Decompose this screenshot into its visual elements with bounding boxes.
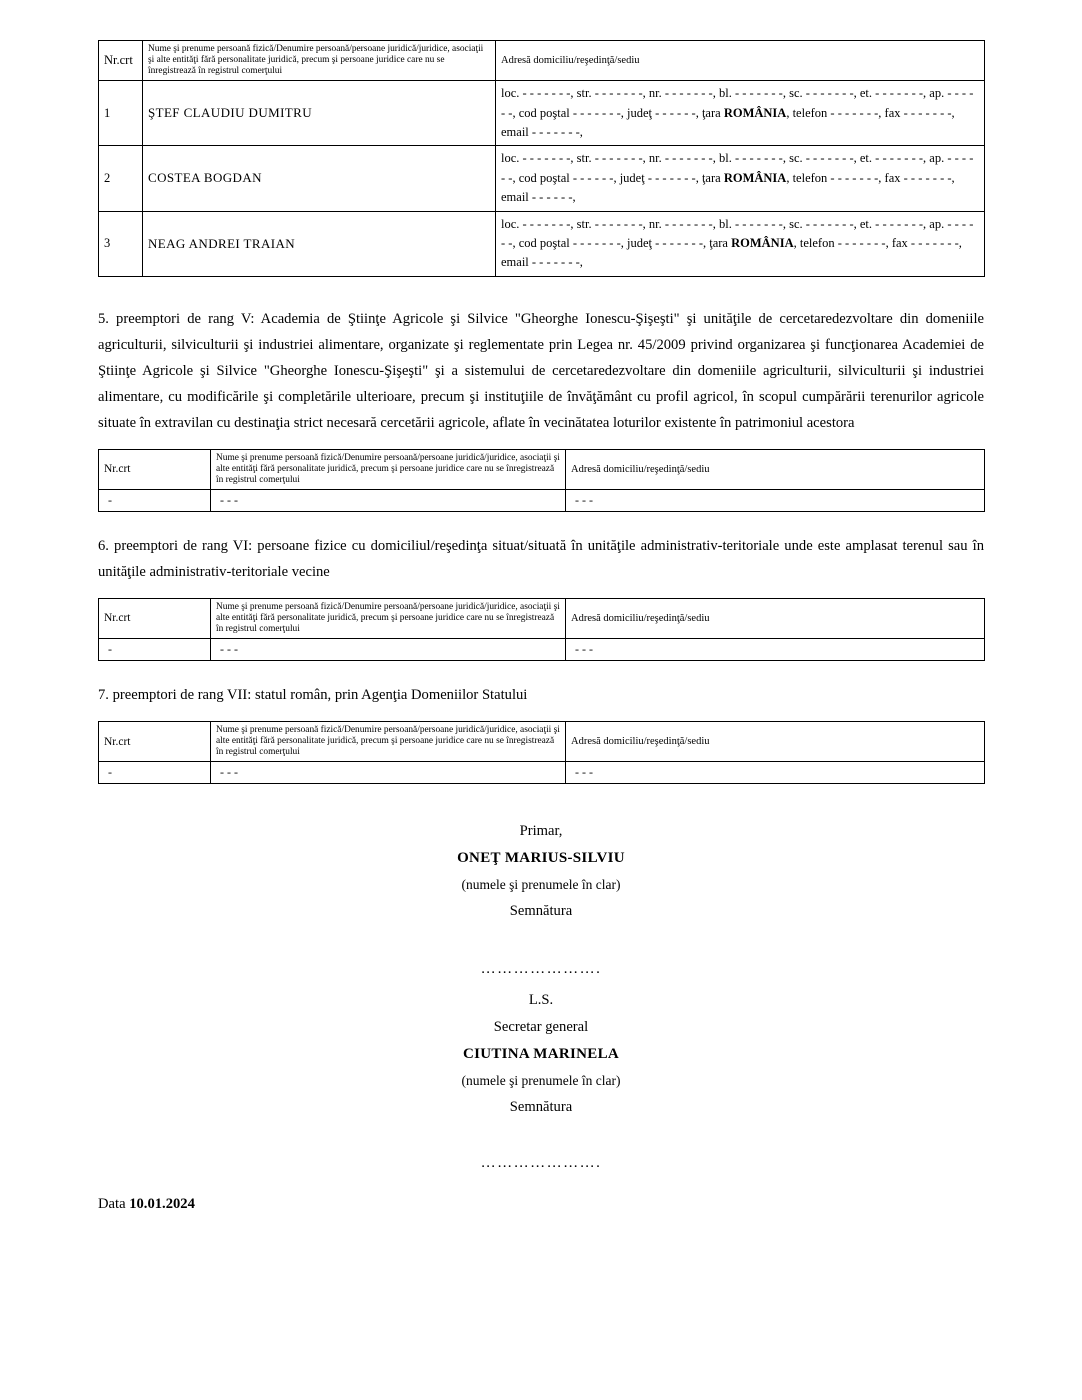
header-nr: Nr.crt: [99, 41, 143, 81]
header-name: Nume şi prenume persoană fizică/Denumire persoană/persoane juridică/juridice, asociaţii şi alte entităţi fără personalitate juridică, precum şi persoane juridice care nu se înregistrează în registrul comerţului: [211, 721, 566, 761]
row-name: COSTEA BOGDAN: [143, 146, 496, 211]
section-paragraph-rang-vi: 6. preemptori de rang VI: persoane fizice cu domiciliul/reşedinţa situat/situată în unităţile administrativ-teritoriale unde este amplasat terenul sau în unităţile administrativ-teritoriale vecine: [98, 537, 984, 580]
row-name: - - -: [211, 639, 566, 661]
address-country: ROMÂNIA: [723, 105, 787, 120]
header-address: Adresă domiciliu/reşedinţă/sediu: [566, 598, 985, 638]
preemptors-table-rang-vi: [98, 598, 985, 661]
section-paragraph-rang-v: 5. preemptori de rang V: Academia de Ştiinţe Agricole şi Silvice "Gheorghe Ionescu-Şişeşti" şi unităţile de cercetaredezvoltare din domeniile agriculturii, silviculturii şi industriei alimentare, organizate şi reglementate prin Legea nr. 45/2009 privind organizarea şi funcţionarea Academiei de Ştiinţe Agricole şi Silvice "Gheorghe Ionescu-Şişeşti" şi a sistemului de cercetaredezvoltare din domeniile agriculturii, silviculturii şi industriei alimentare, cu modificările şi completările ulterioare, precum şi instituţiile de învăţământ cu profil agricol, în scopul cumpărării terenurilor agricole situate în extravilan cu destinaţia strict necesară cercetării agricole, aflate în vecinătatea loturilor existente în patrimoniul acestora: [98, 310, 984, 431]
address-line-2-pre: - - - - - -, cod poştal - - - - - -, judeţ - - - - - - -, ţara: [501, 151, 974, 185]
table-row: [99, 639, 985, 661]
table-header-row: [99, 598, 985, 638]
address-line-1: loc. - - - - - - -, str. - - - - - - -, nr. - - - - - - -, bl. - - - - - - -, sc. - - - - - - -, et. - - - - - - -, ap.: [501, 86, 945, 101]
address-line-3: - - - - - - -, email - - - - - - -,: [501, 235, 962, 270]
row-nr: 2: [99, 146, 143, 211]
secretary-role: Secretar general: [493, 1019, 589, 1036]
address-line-3: - - - - - - -, email - - - - - - -,: [501, 105, 955, 140]
document-date: [98, 1196, 195, 1213]
row-address: [496, 211, 985, 276]
spacer: [98, 1121, 984, 1149]
date-label: Data: [98, 1196, 130, 1212]
row-address: [496, 81, 985, 146]
document-content: [98, 40, 984, 1178]
table-header-row: [99, 721, 985, 761]
preemptors-main-table: [98, 40, 985, 277]
spacer: [98, 586, 984, 598]
address-line-1: loc. - - - - - - -, str. - - - - - - -, nr. - - - - - - -, bl. - - - - - - -, sc. - - - - - - -, et. - - - - - - -, ap.: [501, 216, 945, 231]
mayor-role: Primar,: [519, 823, 563, 840]
table-row: [99, 211, 985, 276]
mayor-name: ONEŢ MARIUS-SILVIU: [457, 850, 625, 867]
address-line-2-post: , telefon - - - - - - -, fax: [793, 235, 908, 250]
row-address: - - -: [566, 489, 985, 511]
address-country: ROMÂNIA: [731, 235, 794, 250]
header-name: Nume şi prenume persoană fizică/Denumire persoană/persoane juridică/juridice, asociaţii şi alte entităţi fără personalitate juridică, precum şi persoane juridice care nu se înregistrează în registrul comerţului: [143, 41, 496, 81]
row-nr: -: [99, 762, 211, 784]
row-address: - - -: [566, 639, 985, 661]
spacer: [98, 925, 984, 955]
table-row: [99, 146, 985, 211]
secretary-note: (numele şi prenumele în clar): [461, 1073, 621, 1089]
row-nr: -: [99, 639, 211, 661]
spacer: [98, 437, 984, 449]
row-nr: -: [99, 489, 211, 511]
row-address: - - -: [566, 762, 985, 784]
preemptors-table-rang-vii: [98, 721, 985, 784]
secretary-signature-label: Semnătura: [509, 1099, 573, 1116]
secretary-name: CIUTINA MARINELA: [462, 1046, 620, 1063]
row-name: NEAG ANDREI TRAIAN: [143, 211, 496, 276]
row-name: - - -: [211, 762, 566, 784]
header-address: Adresă domiciliu/reşedinţă/sediu: [566, 721, 985, 761]
section-paragraph-rang-vii: 7. preemptori de rang VII: statul român, prin Agenţia Domeniilor Statului: [98, 687, 528, 703]
header-name: Nume şi prenume persoană fizică/Denumire persoană/persoane juridică/juridice, asociaţii şi alte entităţi fără personalitate juridică, precum şi persoane juridice care nu se înregistrează în registrul comerţului: [211, 598, 566, 638]
preemptors-table-rang-v: [98, 449, 985, 512]
table-header-row: [99, 449, 985, 489]
header-nr: Nr.crt: [99, 598, 211, 638]
mayor-signature-label: Semnătura: [509, 902, 573, 919]
table-header-row: [99, 41, 985, 81]
header-nr: Nr.crt: [99, 449, 211, 489]
address-line-2-pre: - - - - - -, cod poştal - - - - - - -, judeţ - - - - - -, ţara: [501, 86, 974, 120]
spacer: [98, 512, 984, 534]
signature-block-secretary: [98, 987, 984, 1177]
header-address: Adresă domiciliu/reşedinţă/sediu: [566, 449, 985, 489]
address-country: ROMÂNIA: [723, 170, 787, 185]
address-line-2-post: , telefon - - - - - - -, fax: [786, 105, 901, 120]
secretary-signature-dots: ………………….: [480, 1155, 602, 1172]
row-address: [496, 146, 985, 211]
signature-block-mayor: [98, 818, 984, 983]
address-line-1: loc. - - - - - - -, str. - - - - - - -, nr. - - - - - - -, bl. - - - - - - -, sc. - - - - - - -, et. - - - - - - -, ap.: [501, 151, 945, 166]
table-row: [99, 762, 985, 784]
row-name: ŞTEF CLAUDIU DUMITRU: [143, 81, 496, 146]
row-nr: 1: [99, 81, 143, 146]
address-line-3: - - - - - - -, email - - - - - -,: [501, 170, 955, 205]
spacer: [98, 661, 984, 683]
spacer: [98, 277, 984, 307]
mayor-signature-dots: ………………….: [480, 960, 602, 977]
header-name: Nume şi prenume persoană fizică/Denumire persoană/persoane juridică/juridice, asociaţii şi alte entităţi fără personalitate juridică, precum şi persoane juridice care nu se înregistrează în registrul comerţului: [211, 449, 566, 489]
table-row: [99, 81, 985, 146]
header-nr: Nr.crt: [99, 721, 211, 761]
spacer: [98, 709, 984, 721]
mayor-note: (numele şi prenumele în clar): [461, 876, 621, 892]
table-row: [99, 489, 985, 511]
address-line-2-pre: - - - - - -, cod poştal - - - - - - -, judeţ - - - - - - -, ţara: [501, 216, 974, 250]
address-line-2-post: , telefon - - - - - - -, fax: [786, 170, 901, 185]
row-name: - - -: [211, 489, 566, 511]
header-address: Adresă domiciliu/reşedinţă/sediu: [496, 41, 985, 81]
ls-label: L.S.: [528, 992, 554, 1009]
row-nr: 3: [99, 211, 143, 276]
date-value: 10.01.2024: [129, 1196, 195, 1212]
